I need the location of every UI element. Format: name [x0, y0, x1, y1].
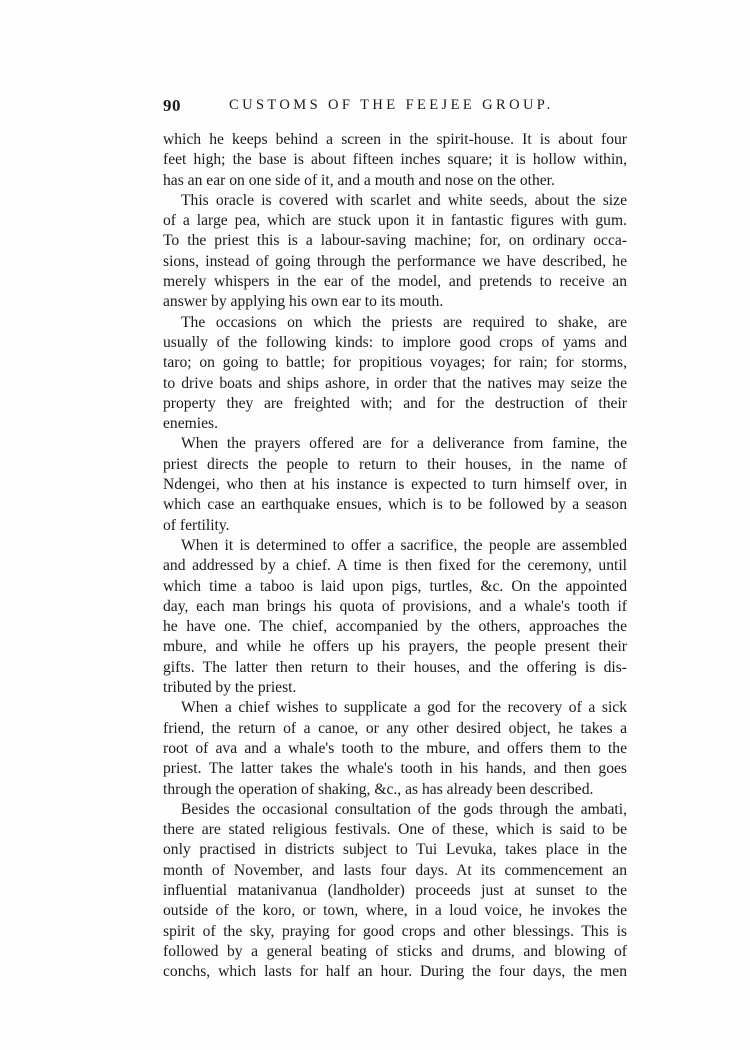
text-line: month of November, and lasts four days. At its commencement an [163, 861, 627, 879]
running-head [163, 96, 627, 118]
text-line: priest. The latter takes the whale's tooth in his hands, and then goes [163, 760, 627, 778]
paragraph [163, 313, 627, 435]
text-line: Ndengei, who then at his instance is expected to turn himself over, in [163, 476, 627, 494]
text-line: When a chief wishes to supplicate a god for the recovery of a sick [181, 699, 627, 717]
body-text [163, 130, 627, 982]
text-line: he have one. The chief, accompanied by the others, approaches the [163, 618, 627, 636]
text-line: which he keeps behind a screen in the spirit-house. It is about four [163, 131, 627, 148]
text-line: usually of the following kinds: to implore good crops of yams and [163, 333, 627, 351]
text-line: followed by a general beating of sticks and drums, and blowing of [163, 942, 627, 960]
text-line: The occasions on which the priests are required to shake, are [181, 313, 627, 331]
paragraph [163, 434, 627, 535]
text-line: feet high; the base is about fifteen inches square; it is hollow within, [163, 151, 627, 169]
text-line: To the priest this is a labour-saving machine; for, on ordinary occa- [163, 232, 627, 250]
text-line: friend, the return of a canoe, or any other desired object, he takes a [163, 719, 627, 737]
text-line: which time a taboo is laid upon pigs, turtles, &c. On the appointed [163, 577, 627, 595]
text-line: and addressed by a chief. A time is then fixed for the ceremony, until [163, 557, 627, 575]
page-number: 90 [163, 96, 181, 115]
text-line: This oracle is covered with scarlet and white seeds, about the size [181, 191, 627, 209]
text-line: property they are freighted with; and for the destruction of their [163, 394, 627, 412]
text-line: answer by applying his own ear to its mouth. [163, 293, 444, 311]
text-line: outside of the koro, or town, where, in a loud voice, he invokes the [163, 902, 627, 920]
text-line: Besides the occasional consultation of the gods through the ambati, [181, 800, 627, 818]
running-title: CUSTOMS OF THE FEEJEE GROUP. [229, 97, 554, 113]
text-line: merely whispers in the ear of the model, and pretends to receive an [163, 273, 627, 291]
text-line: has an ear on one side of it, and a mouth and nose on the other. [163, 171, 555, 189]
text-line: priest directs the people to return to their houses, in the name of [163, 455, 627, 473]
text-line: gifts. The latter then return to their houses, and the offering is dis- [163, 658, 627, 676]
text-line: influential matanivanua (landholder) proceeds just at sunset to the [163, 881, 627, 899]
text-line: which case an earthquake ensues, which is to be followed by a season [163, 496, 627, 514]
text-line: only practised in districts subject to Tui Levuka, takes place in the [163, 841, 627, 859]
text-line: sions, instead of going through the performance we have described, he [163, 252, 627, 270]
text-line: to drive boats and ships ashore, in order that the natives may seize the [163, 374, 627, 392]
text-line: When the prayers offered are for a deliverance from famine, the [181, 435, 627, 453]
text-line: tributed by the priest. [163, 679, 297, 697]
text-line: taro; on going to battle; for propitious voyages; for rain; for storms, [163, 354, 627, 372]
text-line: there are stated religious festivals. One of these, which is said to be [163, 821, 627, 839]
paragraph [163, 698, 627, 799]
paragraph [163, 536, 627, 698]
paragraph [163, 130, 627, 191]
text-line: mbure, and while he offers up his prayers, the people present their [163, 638, 627, 656]
paragraph [163, 191, 627, 313]
text-line: through the operation of shaking, &c., as has already been described. [163, 780, 594, 798]
text-line: spirit of the sky, praying for good crops and other blessings. This is [163, 922, 627, 940]
paragraph [163, 800, 627, 983]
text-line: of fertility. [163, 516, 230, 534]
text-line: of a large pea, which are stuck upon it in fantastic figures with gum. [163, 212, 627, 230]
text-line: conchs, which lasts for half an hour. During the four days, the men [163, 963, 627, 981]
text-line: enemies. [163, 415, 218, 433]
text-line: root of ava and a whale's tooth to the mbure, and offers them to the [163, 739, 627, 757]
text-line: When it is determined to offer a sacrifice, the people are assembled [181, 536, 627, 554]
text-line: day, each man brings his quota of provisions, and a whale's tooth if [163, 597, 627, 615]
